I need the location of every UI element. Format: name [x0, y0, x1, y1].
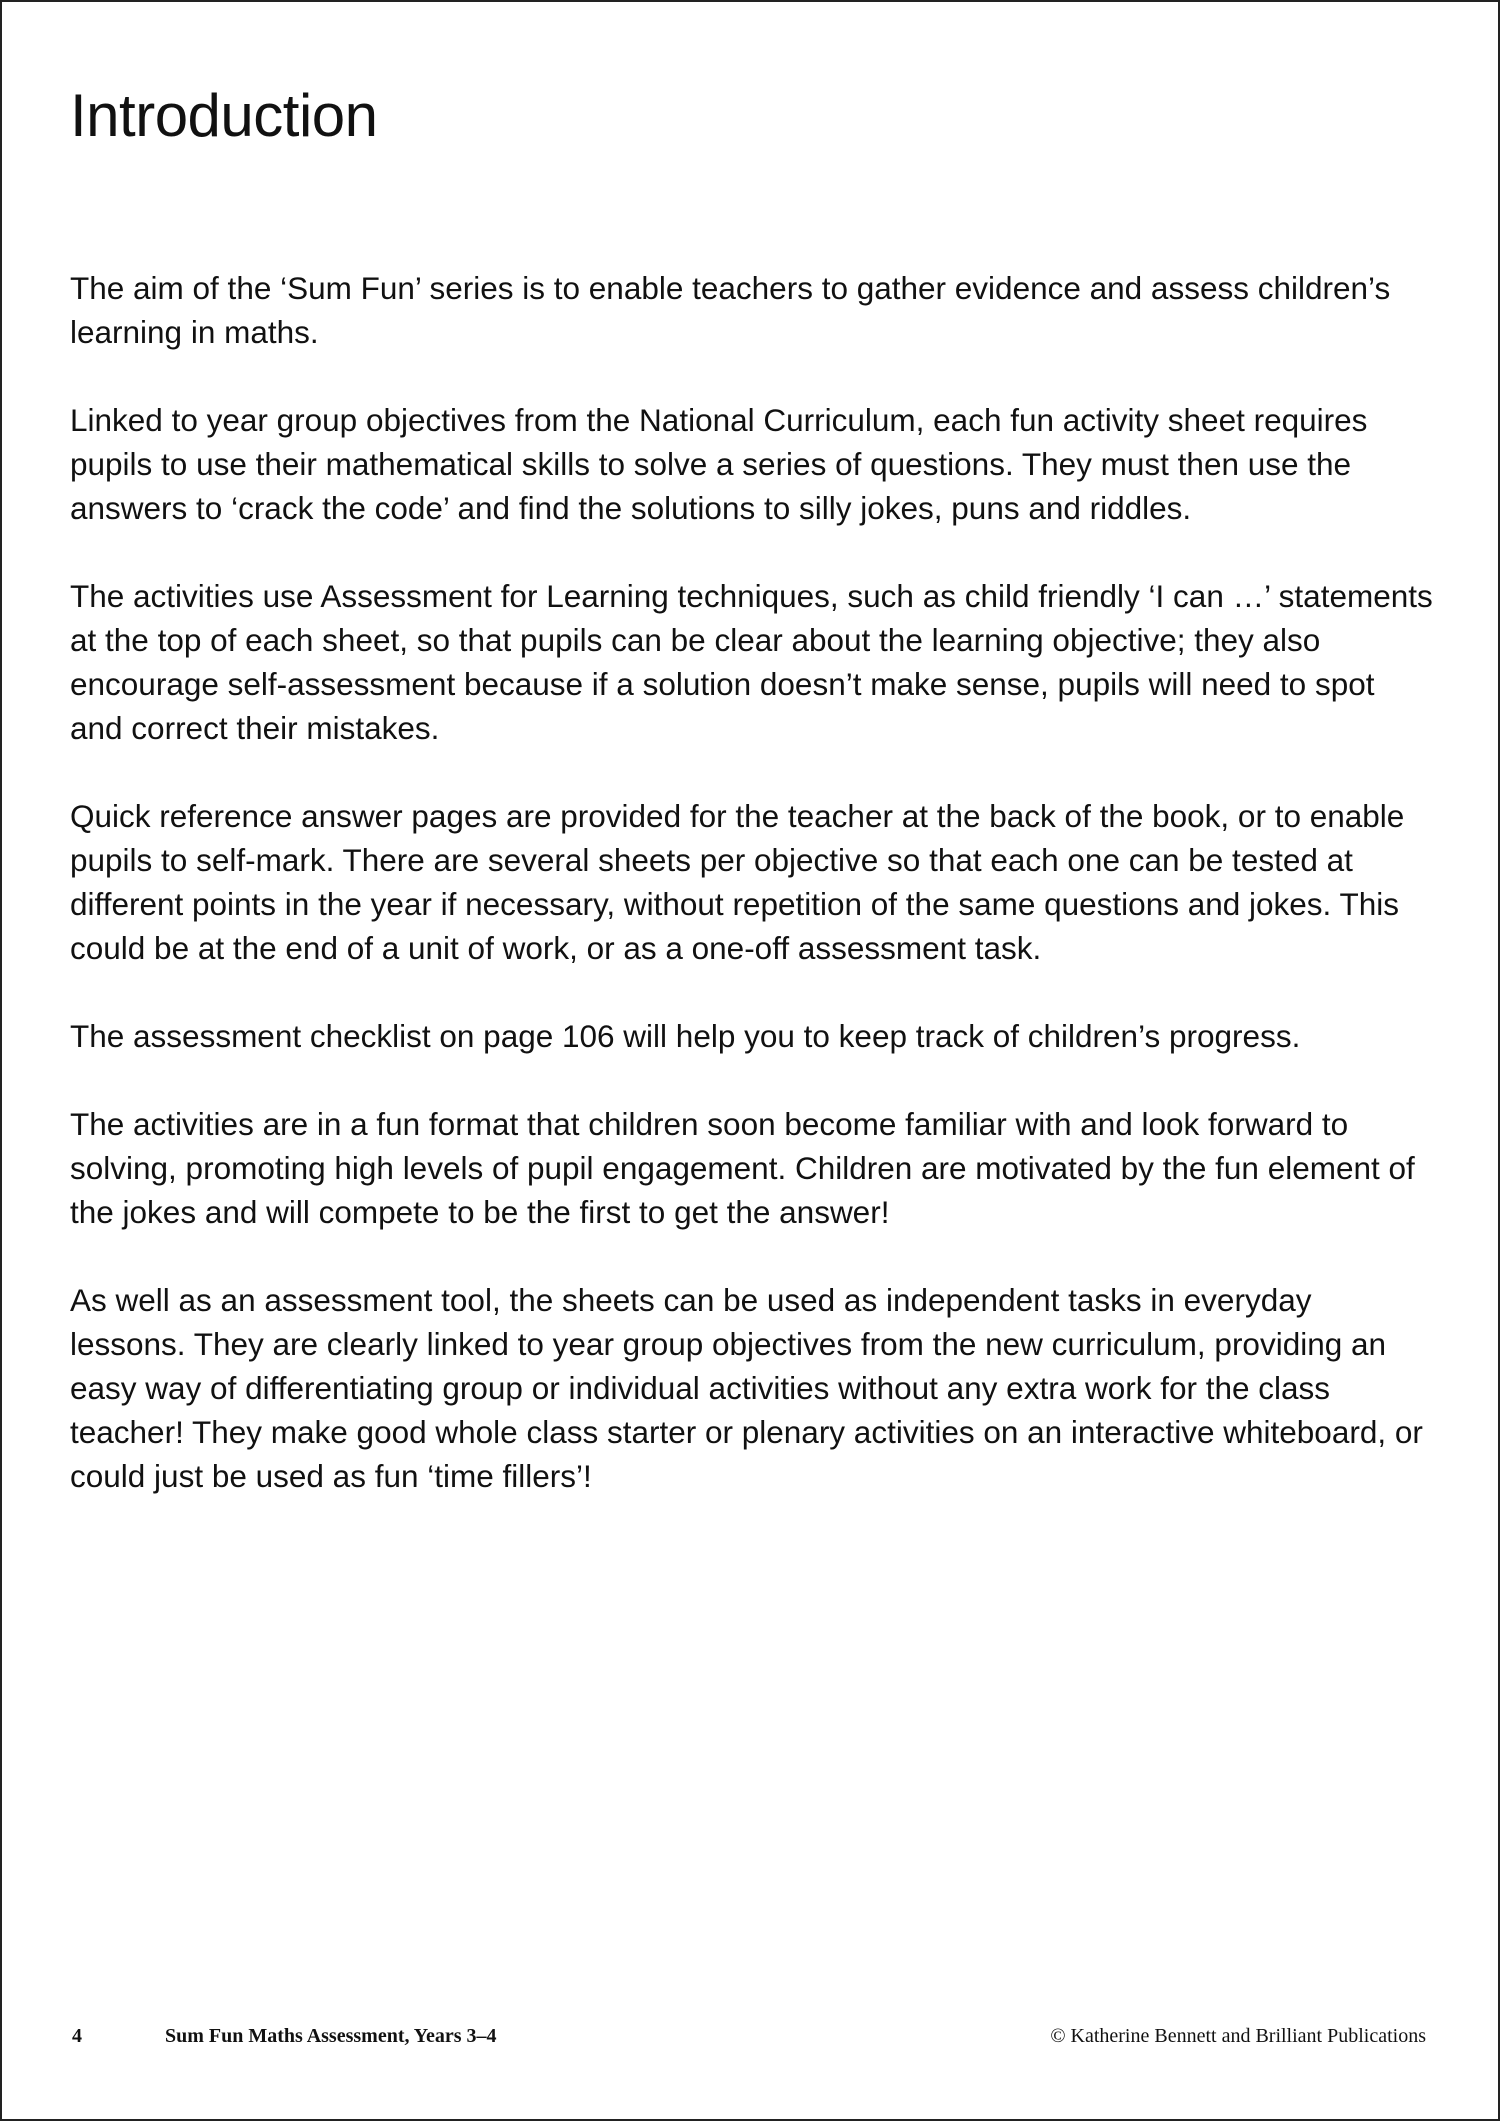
page-title: Introduction [70, 82, 378, 149]
page-footer [72, 2022, 1426, 2050]
paragraph-answer-pages: Quick reference answer pages are provided for the teacher at the back of the book, or to enable pupils to self-mark. There are several sheets per objective so that each one can be tested at different points in the year if necessary, without repetition of the same questions and jokes. This could be at the end of a unit of work, or as a one-off assessment task. [70, 798, 1405, 966]
footer-page-number: 4 [72, 2025, 82, 2047]
paragraph-curriculum-link: Linked to year group objectives from the National Curriculum, each fun activity sheet requires pupils to use their mathematical skills to solve a series of questions. They must then use the answers to ‘crack the code’ and find the solutions to silly jokes, puns and riddles. [70, 402, 1368, 526]
footer-copyright: © Katherine Bennett and Brilliant Publications [1050, 2025, 1426, 2047]
paragraph-checklist: The assessment checklist on page 106 will help you to keep track of children’s progress. [70, 1018, 1301, 1054]
paragraph-aim: The aim of the ‘Sum Fun’ series is to enable teachers to gather evidence and assess children’s learning in maths. [70, 270, 1391, 350]
body-text [70, 266, 1435, 1542]
paragraph-assessment-techniques: The activities use Assessment for Learning techniques, such as child friendly ‘I can …’ statements at the top of each sheet, so that pupils can be clear about the learning objective; they also encourage self-assessment because if a solution doesn’t make sense, pupils will need to spot and correct their mistakes. [70, 578, 1433, 746]
paragraph-independent-tasks: As well as an assessment tool, the sheets can be used as independent tasks in everyday lessons. They are clearly linked to year group objectives from the new curriculum, providing an easy way of differentiating group or individual activities without any extra work for the class teacher! They make good whole class starter or plenary activities on an interactive whiteboard, or could just be used as fun ‘time fillers’! [70, 1282, 1423, 1494]
paragraph-fun-format: The activities are in a fun format that children soon become familiar with and look forward to solving, promoting high levels of pupil engagement. Children are motivated by the fun element of the jokes and will compete to be the first to get the answer! [70, 1106, 1415, 1230]
footer-book-title: Sum Fun Maths Assessment, Years 3–4 [165, 2025, 497, 2047]
